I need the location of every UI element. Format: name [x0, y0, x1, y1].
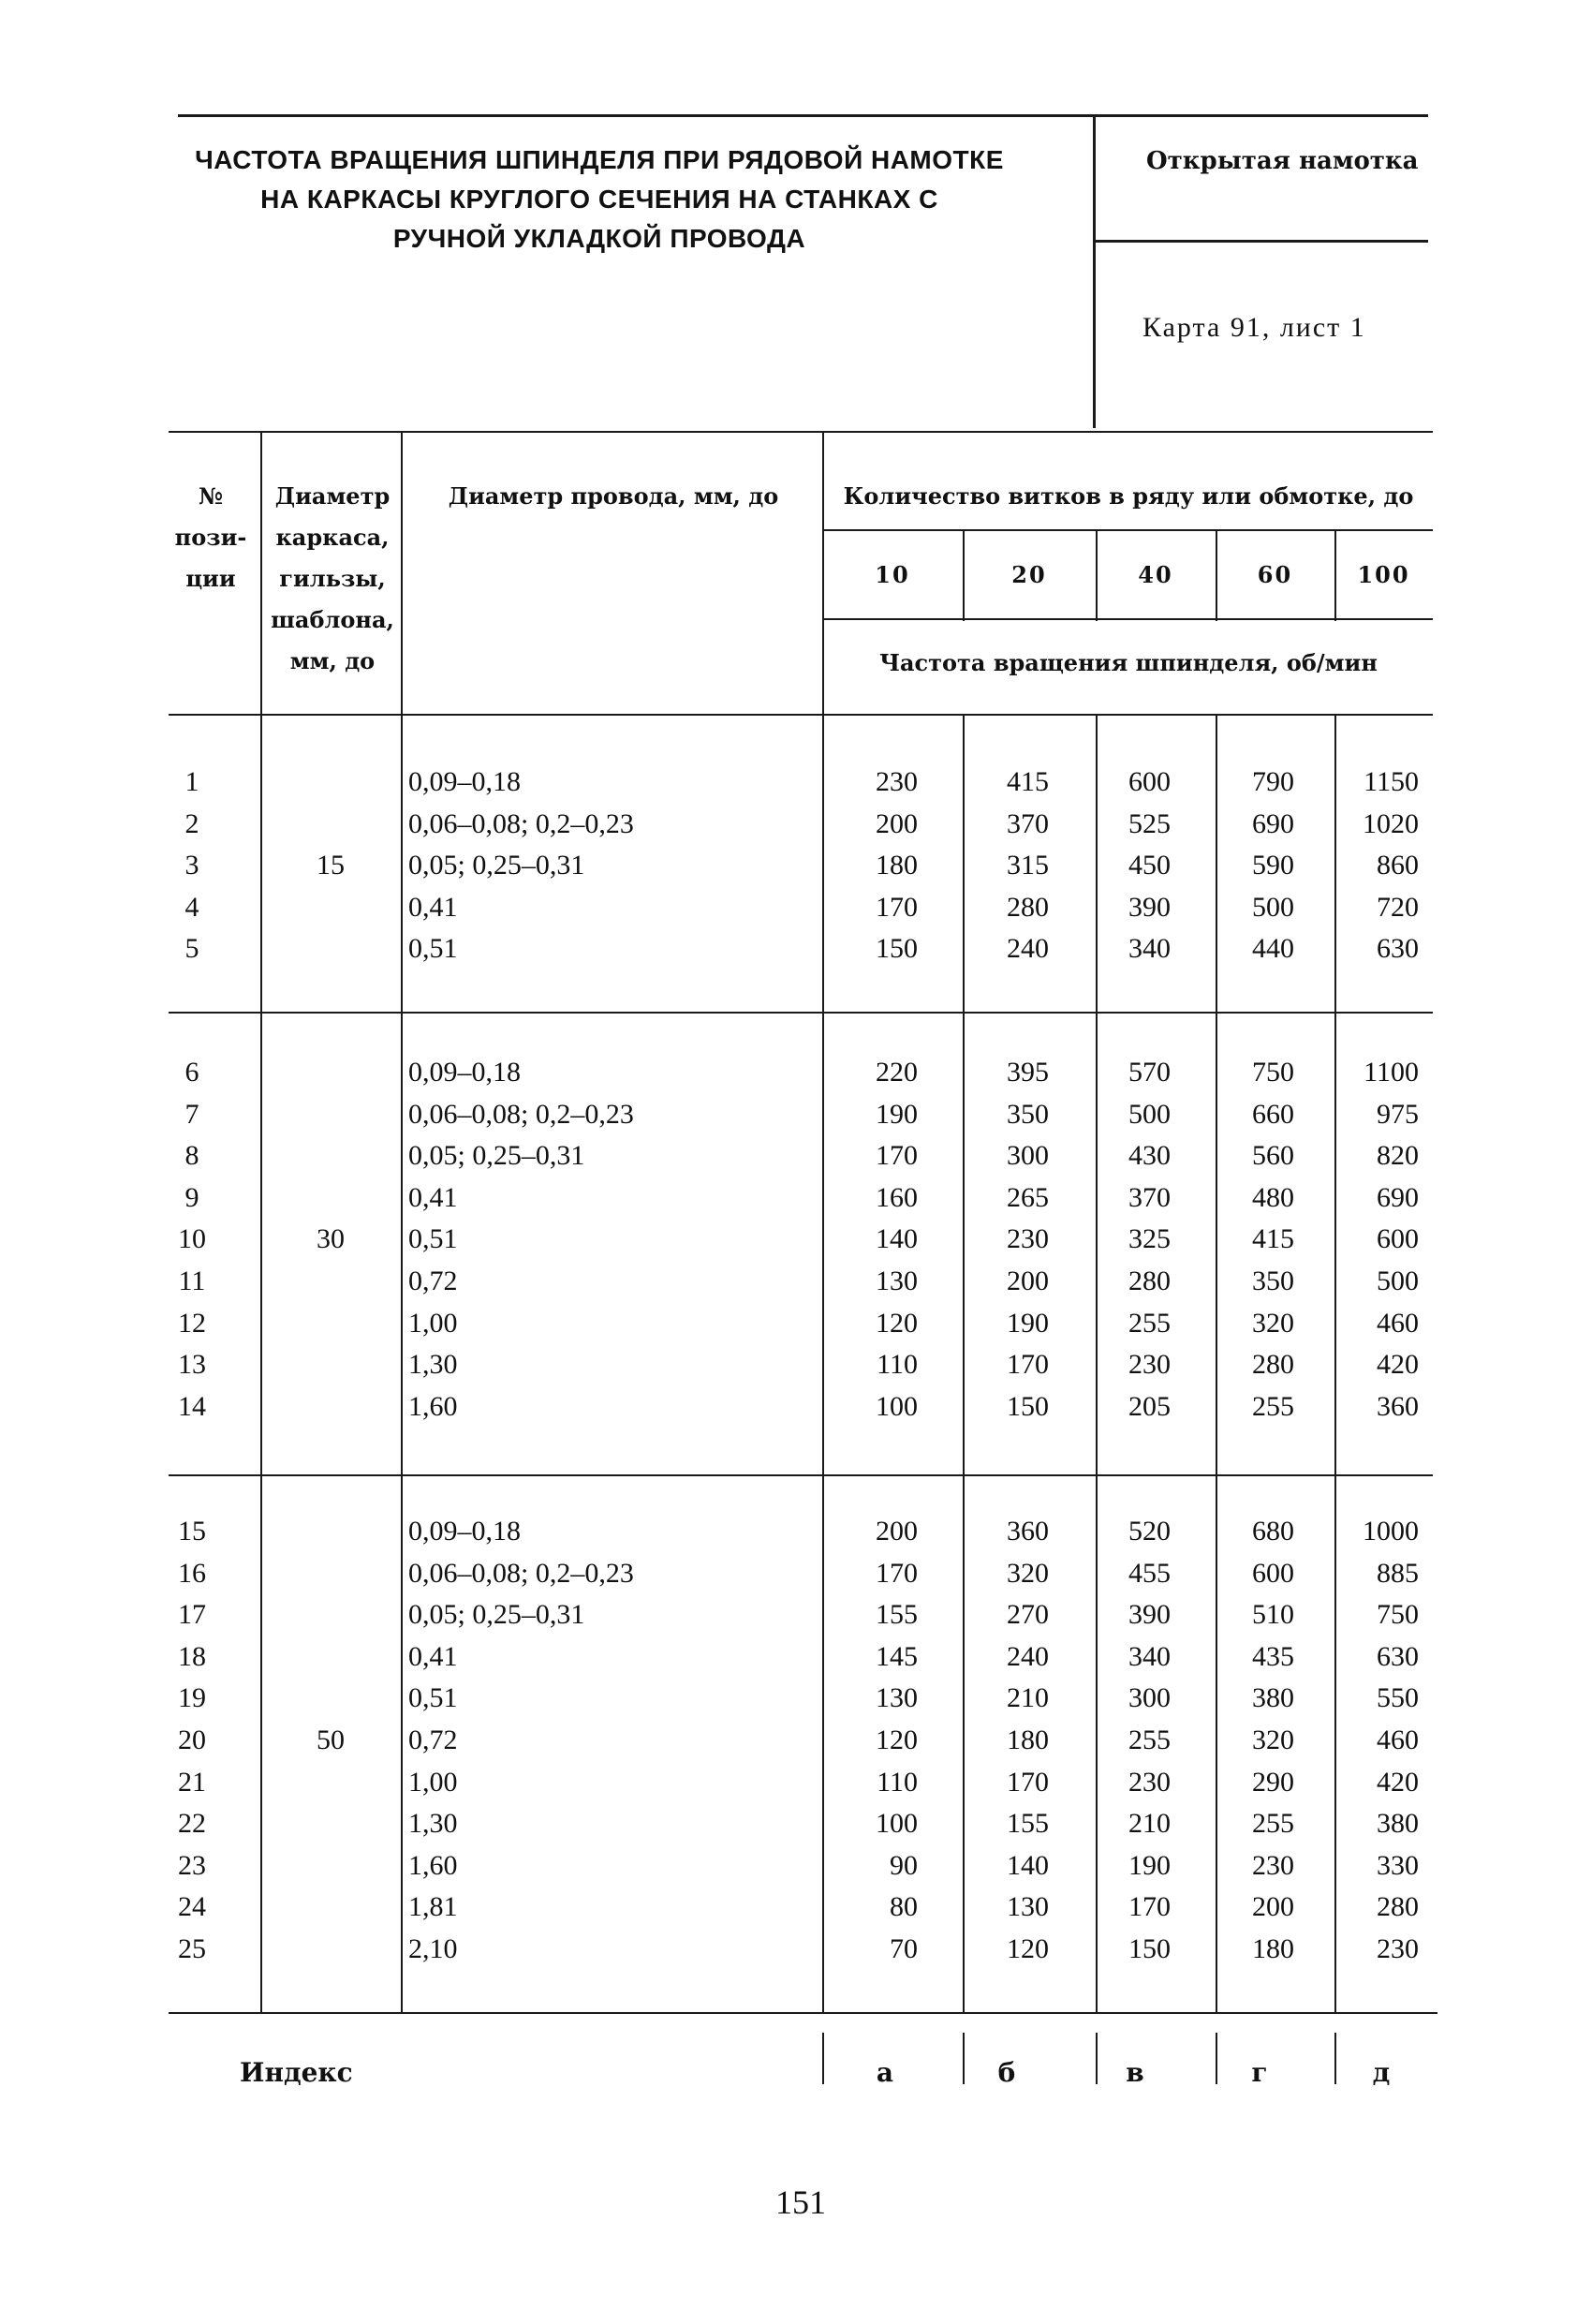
spindle-speed-value: 630	[1377, 933, 1419, 965]
spindle-speed-value: 510	[1252, 1599, 1294, 1631]
position-number: 18	[178, 1640, 206, 1672]
spindle-speed-value: 110	[877, 1766, 918, 1798]
spindle-speed-value: 200	[876, 1516, 918, 1547]
spindle-speed-value: 415	[1252, 1223, 1294, 1255]
wire-diameter-value: 0,09–0,18	[408, 1057, 521, 1088]
index-value: а	[876, 2057, 894, 2088]
position-number: 8	[184, 1140, 199, 1172]
spindle-speed-value: 630	[1377, 1640, 1419, 1672]
index-tick	[1334, 2033, 1336, 2084]
spindle-speed-value: 120	[1007, 1933, 1049, 1964]
header-frame-diameter: Диаметр каркаса, гильзы, шаблона, мм, до	[271, 482, 394, 674]
spindle-speed-value: 150	[876, 933, 918, 965]
spindle-speed-value: 150	[1007, 1390, 1049, 1422]
page-title	[169, 141, 1030, 259]
spindle-speed-value: 340	[1128, 1640, 1171, 1672]
spindle-speed-value: 560	[1252, 1140, 1294, 1172]
spindle-speed-value: 170	[1007, 1349, 1049, 1381]
index-tick	[963, 2033, 965, 2084]
position-number: 17	[178, 1599, 206, 1631]
header-turns-value: 10	[875, 561, 910, 588]
spindle-speed-value: 550	[1377, 1682, 1419, 1714]
spindle-speed-value: 230	[1252, 1849, 1294, 1881]
spindle-speed-value: 280	[1007, 891, 1049, 923]
spindle-speed-value: 150	[1128, 1933, 1171, 1964]
spindle-speed-value: 460	[1377, 1307, 1419, 1339]
spindle-speed-value: 190	[1128, 1849, 1171, 1881]
index-value: б	[997, 2057, 1016, 2088]
wire-diameter-value: 0,51	[408, 1682, 458, 1714]
spindle-speed-value: 155	[1007, 1808, 1049, 1840]
wire-diameter-value: 0,72	[408, 1724, 458, 1755]
frame-diameter-value: 30	[317, 1223, 345, 1255]
position-number: 3	[184, 850, 199, 881]
spindle-speed-value: 360	[1007, 1516, 1049, 1547]
spindle-speed-value: 750	[1252, 1057, 1294, 1088]
header-subrule	[822, 618, 1433, 620]
spindle-speed-value: 320	[1252, 1724, 1294, 1755]
spindle-speed-value: 140	[876, 1223, 918, 1255]
table-rule	[169, 2012, 1437, 2014]
position-number: 21	[178, 1766, 206, 1798]
spindle-speed-value: 350	[1007, 1098, 1049, 1130]
wire-diameter-value: 1,60	[408, 1849, 458, 1881]
wire-diameter-value: 0,51	[408, 933, 458, 965]
spindle-speed-value: 300	[1128, 1682, 1171, 1714]
spindle-speed-value: 280	[1377, 1891, 1419, 1923]
spindle-speed-value: 100	[876, 1808, 918, 1840]
spindle-speed-value: 100	[876, 1390, 918, 1422]
spindle-speed-value: 130	[1007, 1891, 1049, 1923]
spindle-speed-value: 435	[1252, 1640, 1294, 1672]
spindle-speed-value: 240	[1007, 933, 1049, 965]
table-rule	[169, 1012, 1433, 1014]
position-number: 23	[178, 1849, 206, 1881]
winding-type: Открытая намотка	[1146, 147, 1419, 175]
spindle-speed-value: 370	[1128, 1181, 1171, 1213]
header-turns-value: 100	[1357, 561, 1410, 588]
table-rule	[169, 431, 1433, 433]
wire-diameter-value: 1,00	[408, 1766, 458, 1798]
spindle-speed-value: 600	[1252, 1557, 1294, 1589]
spindle-speed-value: 110	[877, 1349, 918, 1381]
spindle-speed-value: 325	[1128, 1223, 1171, 1255]
spindle-speed-value: 320	[1007, 1557, 1049, 1589]
wire-diameter-value: 1,30	[408, 1808, 458, 1840]
spindle-speed-value: 240	[1007, 1640, 1049, 1672]
spindle-speed-value: 230	[1007, 1223, 1049, 1255]
spindle-speed-value: 80	[890, 1891, 918, 1923]
spindle-speed-value: 520	[1128, 1516, 1171, 1547]
spindle-speed-value: 230	[1128, 1766, 1171, 1798]
spindle-speed-value: 680	[1252, 1516, 1294, 1547]
wire-diameter-value: 0,06–0,08; 0,2–0,23	[408, 1557, 634, 1589]
spindle-speed-value: 380	[1252, 1682, 1294, 1714]
wire-diameter-value: 1,81	[408, 1891, 458, 1923]
spindle-speed-value: 450	[1128, 850, 1171, 881]
spindle-speed-value: 280	[1128, 1266, 1171, 1296]
position-number: 10	[178, 1223, 206, 1255]
spindle-speed-value: 170	[876, 1557, 918, 1589]
wire-diameter-value: 0,41	[408, 1181, 458, 1213]
wire-diameter-value: 0,06–0,08; 0,2–0,23	[408, 807, 634, 839]
spindle-speed-value: 205	[1128, 1390, 1171, 1422]
index-tick	[1096, 2033, 1098, 2084]
spindle-speed-value: 590	[1252, 850, 1294, 881]
spindle-speed-value: 300	[1007, 1140, 1049, 1172]
position-number: 16	[178, 1557, 206, 1589]
index-tick	[822, 2033, 824, 2084]
spindle-speed-value: 190	[876, 1098, 918, 1130]
position-number: 6	[184, 1057, 199, 1088]
spindle-speed-value: 255	[1252, 1390, 1294, 1422]
wire-diameter-value: 0,09–0,18	[408, 1516, 521, 1547]
spindle-speed-value: 395	[1007, 1057, 1049, 1088]
wire-diameter-value: 2,10	[408, 1933, 458, 1964]
wire-diameter-value: 0,41	[408, 1640, 458, 1672]
spindle-speed-value: 690	[1377, 1181, 1419, 1213]
spindle-speed-value: 255	[1128, 1724, 1171, 1755]
spindle-speed-value: 170	[876, 891, 918, 923]
position-number: 22	[178, 1808, 206, 1840]
spindle-speed-value: 200	[1252, 1891, 1294, 1923]
wire-diameter-value: 1,60	[408, 1390, 458, 1422]
spindle-speed-value: 430	[1128, 1140, 1171, 1172]
spindle-speed-value: 120	[876, 1307, 918, 1339]
wire-diameter-value: 0,05; 0,25–0,31	[408, 1599, 585, 1631]
title-line: РУЧНОЙ УКЛАДКОЙ ПРОВОДА	[392, 224, 806, 253]
spindle-speed-value: 820	[1377, 1140, 1419, 1172]
spindle-speed-value: 600	[1377, 1223, 1419, 1255]
index-value: в	[1126, 2057, 1144, 2088]
spindle-speed-value: 720	[1377, 891, 1419, 923]
spindle-speed-value: 1020	[1363, 807, 1419, 839]
spindle-speed-value: 230	[876, 766, 918, 797]
spindle-speed-value: 1150	[1364, 766, 1419, 797]
spindle-speed-value: 390	[1128, 891, 1171, 923]
spindle-speed-value: 420	[1377, 1349, 1419, 1381]
spindle-speed-value: 265	[1007, 1181, 1049, 1213]
spindle-speed-value: 440	[1252, 933, 1294, 965]
spindle-speed-value: 315	[1007, 850, 1049, 881]
spindle-speed-value: 200	[876, 807, 918, 839]
spindle-speed-value: 210	[1007, 1682, 1049, 1714]
header-spindle-speed: Частота вращения шпинделя, об/мин	[879, 649, 1378, 676]
wire-diameter-value: 0,51	[408, 1223, 458, 1255]
spindle-speed-value: 280	[1252, 1349, 1294, 1381]
spindle-speed-value: 270	[1007, 1599, 1049, 1631]
spindle-speed-value: 90	[890, 1849, 918, 1881]
spindle-speed-value: 455	[1128, 1557, 1171, 1589]
spindle-speed-value: 320	[1252, 1307, 1294, 1339]
spindle-speed-value: 460	[1377, 1724, 1419, 1755]
header-divider-horizontal	[1094, 240, 1428, 243]
title-line: ЧАСТОТА ВРАЩЕНИЯ ШПИНДЕЛЯ ПРИ РЯДОВОЙ НАМОТКЕ	[195, 145, 1004, 174]
wire-diameter-value: 0,06–0,08; 0,2–0,23	[408, 1098, 634, 1130]
position-number: 24	[178, 1891, 206, 1923]
spindle-speed-value: 120	[876, 1724, 918, 1755]
header-turns-value: 40	[1138, 561, 1173, 588]
spindle-speed-value: 390	[1128, 1599, 1171, 1631]
position-number: 20	[178, 1724, 206, 1755]
spindle-speed-value: 180	[1007, 1724, 1049, 1755]
spindle-speed-value: 130	[876, 1266, 918, 1296]
spindle-speed-value: 790	[1252, 766, 1294, 797]
position-number: 7	[184, 1098, 199, 1130]
position-number: 2	[184, 807, 199, 839]
top-rule	[178, 114, 1428, 117]
spindle-speed-value: 500	[1377, 1266, 1419, 1296]
position-number: 19	[178, 1682, 206, 1714]
position-number: 5	[184, 933, 199, 965]
spindle-speed-value: 360	[1377, 1390, 1419, 1422]
spindle-speed-value: 600	[1128, 766, 1171, 797]
wire-diameter-value: 0,41	[408, 891, 458, 923]
spindle-speed-value: 230	[1128, 1349, 1171, 1381]
index-value: д	[1372, 2057, 1391, 2088]
wire-diameter-value: 0,05; 0,25–0,31	[408, 850, 585, 881]
spindle-speed-value: 1000	[1363, 1516, 1419, 1547]
spindle-speed-value: 180	[1252, 1933, 1294, 1964]
header-wire-diameter: Диаметр провода, мм, до	[448, 482, 779, 510]
spindle-speed-value: 380	[1377, 1808, 1419, 1840]
header-divider-vertical	[1093, 114, 1096, 428]
spindle-speed-value: 750	[1377, 1599, 1419, 1631]
spindle-speed-value: 160	[876, 1181, 918, 1213]
spindle-speed-value: 180	[876, 850, 918, 881]
spindle-speed-value: 350	[1252, 1266, 1294, 1296]
position-number: 14	[178, 1390, 206, 1422]
spindle-speed-value: 1100	[1364, 1057, 1419, 1088]
spindle-speed-value: 525	[1128, 807, 1171, 839]
index-value: г	[1251, 2057, 1268, 2088]
header-subrule	[822, 529, 1433, 531]
spindle-speed-value: 480	[1252, 1181, 1294, 1213]
spindle-speed-value: 70	[890, 1933, 918, 1964]
spindle-speed-value: 500	[1128, 1098, 1171, 1130]
table-rule	[169, 1474, 1433, 1476]
frame-diameter-value: 50	[317, 1724, 345, 1755]
position-number: 4	[184, 891, 199, 923]
spindle-speed-value: 230	[1377, 1933, 1419, 1964]
spindle-speed-value: 420	[1377, 1766, 1419, 1798]
spindle-speed-value: 290	[1252, 1766, 1294, 1798]
position-number: 9	[184, 1181, 199, 1213]
spindle-speed-value: 255	[1128, 1307, 1171, 1339]
spindle-speed-value: 340	[1128, 933, 1171, 965]
header-turns-value: 60	[1257, 561, 1293, 588]
spindle-speed-value: 130	[876, 1682, 918, 1714]
wire-diameter-value: 1,00	[408, 1307, 458, 1339]
spindle-speed-value: 170	[1007, 1766, 1049, 1798]
page-number: 151	[775, 2183, 826, 2221]
spindle-speed-value: 330	[1377, 1849, 1419, 1881]
header-position-no: № пози- ции	[174, 482, 247, 592]
position-number: 11	[178, 1266, 206, 1296]
spindle-speed-value: 885	[1377, 1557, 1419, 1589]
spindle-speed-value: 690	[1252, 807, 1294, 839]
card-label: Карта 91, лист 1	[1142, 312, 1366, 343]
index-label: Индекс	[240, 2057, 353, 2088]
header-turns-value: 20	[1011, 561, 1047, 588]
spindle-speed-value: 860	[1377, 850, 1419, 881]
frame-diameter-value: 15	[317, 850, 345, 881]
position-number: 1	[184, 766, 199, 797]
wire-diameter-value: 1,30	[408, 1349, 458, 1381]
index-tick	[1216, 2033, 1217, 2084]
spindle-speed-value: 220	[876, 1057, 918, 1088]
spindle-speed-value: 570	[1128, 1057, 1171, 1088]
spindle-speed-value: 200	[1007, 1266, 1049, 1296]
spindle-speed-value: 210	[1128, 1808, 1171, 1840]
spindle-speed-value: 170	[1128, 1891, 1171, 1923]
spindle-speed-value: 500	[1252, 891, 1294, 923]
table-rule	[169, 714, 1433, 716]
wire-diameter-value: 0,05; 0,25–0,31	[408, 1140, 585, 1172]
spindle-speed-value: 170	[876, 1140, 918, 1172]
spindle-speed-value: 145	[876, 1640, 918, 1672]
spindle-speed-value: 190	[1007, 1307, 1049, 1339]
position-number: 13	[178, 1349, 206, 1381]
wire-diameter-value: 0,72	[408, 1266, 458, 1296]
position-number: 15	[178, 1516, 206, 1547]
title-line: НА КАРКАСЫ КРУГЛОГО СЕЧЕНИЯ НА СТАНКАХ С	[260, 185, 938, 214]
spindle-speed-value: 140	[1007, 1849, 1049, 1881]
position-number: 25	[178, 1933, 206, 1964]
spindle-speed-value: 975	[1377, 1098, 1419, 1130]
header-turns-count: Количество витков в ряду или обмотке, до	[843, 482, 1414, 510]
spindle-speed-value: 255	[1252, 1808, 1294, 1840]
wire-diameter-value: 0,09–0,18	[408, 766, 521, 797]
spindle-speed-value: 155	[876, 1599, 918, 1631]
spindle-speed-value: 660	[1252, 1098, 1294, 1130]
position-number: 12	[178, 1307, 206, 1339]
spindle-speed-value: 415	[1007, 766, 1049, 797]
spindle-speed-value: 370	[1007, 807, 1049, 839]
